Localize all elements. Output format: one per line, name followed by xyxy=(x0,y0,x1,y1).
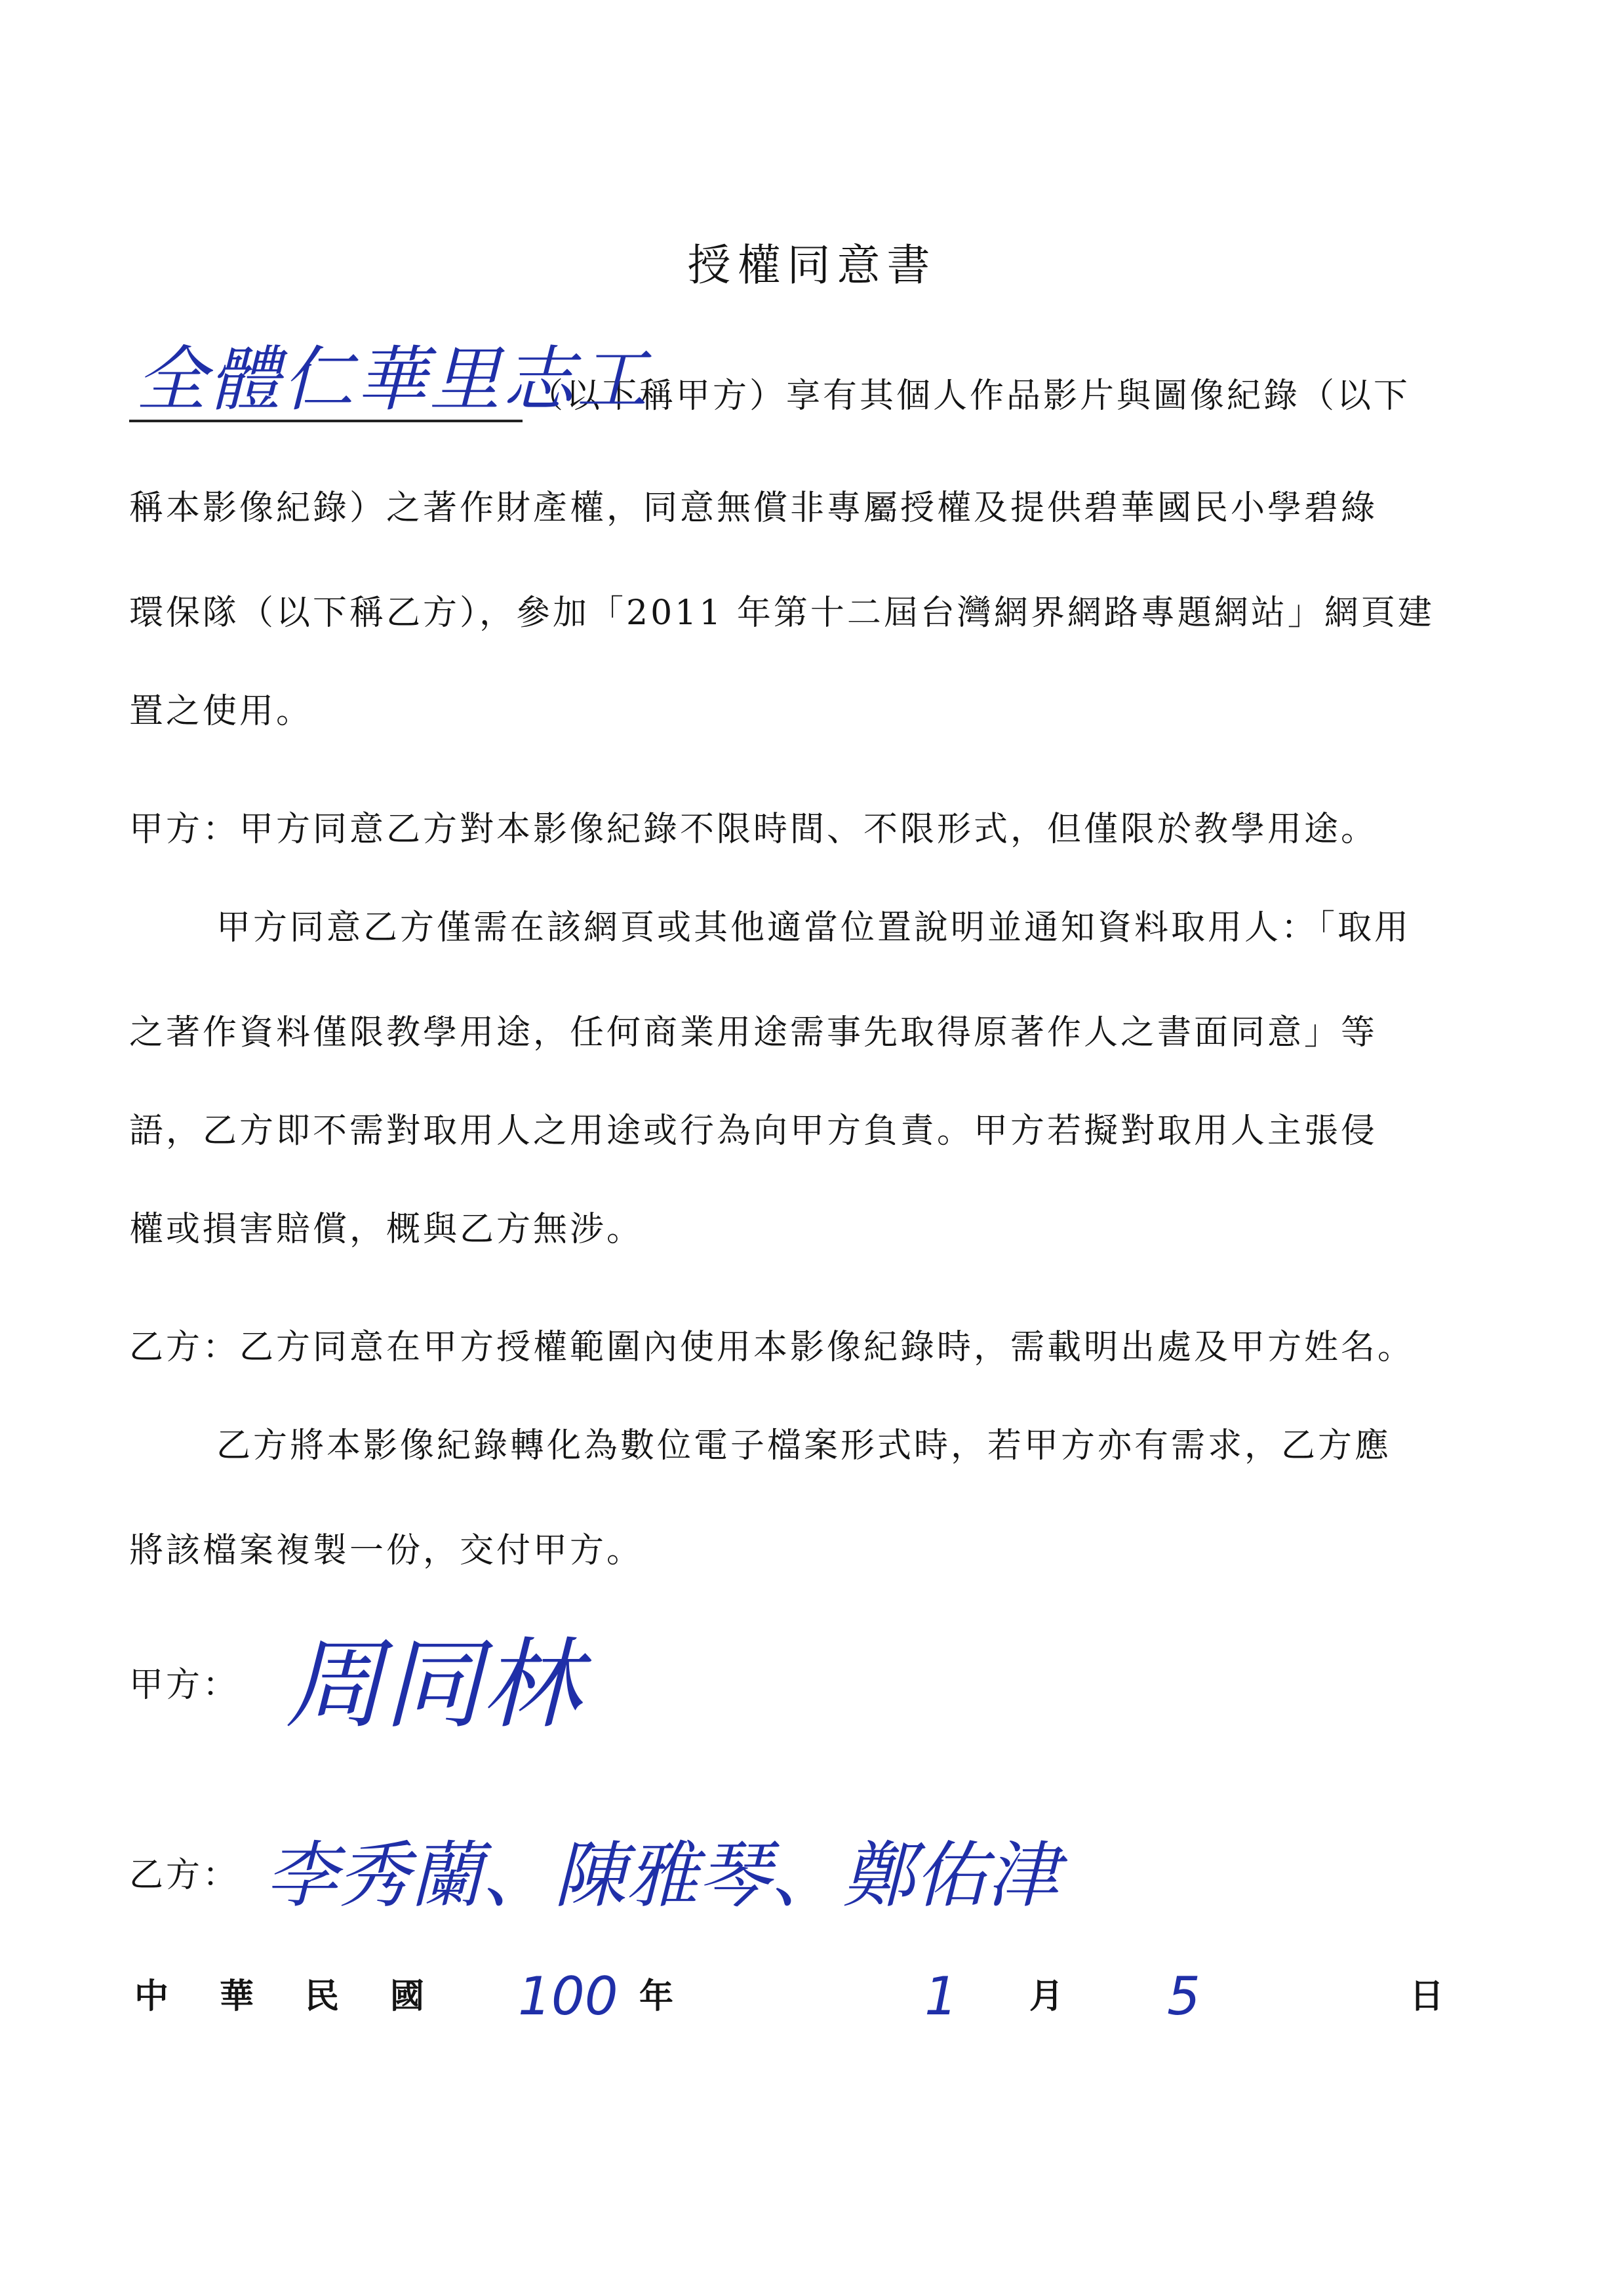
party-b-signature-row xyxy=(129,1829,1059,1921)
era-char-4: 國 xyxy=(390,1977,425,2016)
month-label: 月 xyxy=(1029,1977,1064,2016)
document-title: 授權同意書 xyxy=(687,240,937,290)
grantor-handwritten-name: 全體仁華里志工 xyxy=(136,339,650,421)
party-a-clause-lead: 甲方：甲方同意乙方對本影像紀錄不限時間、不限形式，但僅限於教學用途。 xyxy=(129,810,1378,849)
party-b-signature: 李秀蘭、陳雅琴、鄭佑津 xyxy=(266,1833,1060,1917)
para1-line-1 xyxy=(129,341,1410,422)
month-value: 1 xyxy=(924,1966,958,2027)
era-char-3: 民 xyxy=(305,1977,340,2016)
day-value: 5 xyxy=(1167,1966,1200,2027)
day-label: 日 xyxy=(1410,1977,1444,2016)
party-b-clause-line-2: 將該檔案複製一份，交付甲方。 xyxy=(129,1531,644,1570)
party-a-signature: 周同林 xyxy=(285,1628,581,1742)
party-a-label: 甲方： xyxy=(129,1666,240,1705)
date-row xyxy=(0,1961,1624,2033)
party-a-clause-line-4: 權或損害賠償，概與乙方無涉。 xyxy=(129,1210,644,1249)
year-value: 100 xyxy=(518,1966,618,2027)
party-b-clause-lead: 乙方：乙方同意在甲方授權範圍內使用本影像紀錄時，需載明出處及甲方姓名。 xyxy=(129,1328,1415,1367)
party-a-signature-row xyxy=(129,1626,580,1744)
party-a-clause-line-1: 甲方同意乙方僅需在該網頁或其他適當位置說明並通知資料取用人：「取用 xyxy=(216,908,1412,948)
para1-text-1: （以下稱甲方）享有其個人作品影片與圖像紀錄（以下 xyxy=(529,376,1411,416)
party-a-clause-line-3: 語，乙方即不需對取用人之用途或行為向甲方負責。甲方若擬對取用人主張侵 xyxy=(129,1111,1378,1151)
year-label: 年 xyxy=(639,1977,674,2016)
para1-line-3: 環保隊（以下稱乙方），參加「2011 年第十二屆台灣網界網路專題網站」網頁建 xyxy=(129,593,1435,633)
party-a-clause-line-2: 之著作資料僅限教學用途，任何商業用途需事先取得原著作人之書面同意」等 xyxy=(129,1013,1378,1052)
para1-line-2: 稱本影像紀錄）之著作財產權，同意無償非專屬授權及提供碧華國民小學碧綠 xyxy=(129,489,1378,528)
grantor-blank-line xyxy=(129,339,650,422)
para1-line-4: 置之使用。 xyxy=(129,692,313,731)
party-b-label: 乙方： xyxy=(129,1856,240,1895)
party-b-clause-line-1: 乙方將本影像紀錄轉化為數位電子檔案形式時，若甲方亦有需求，乙方應 xyxy=(216,1426,1392,1466)
era-char-1: 中 xyxy=(134,1977,169,2016)
era-char-2: 華 xyxy=(220,1977,254,2016)
